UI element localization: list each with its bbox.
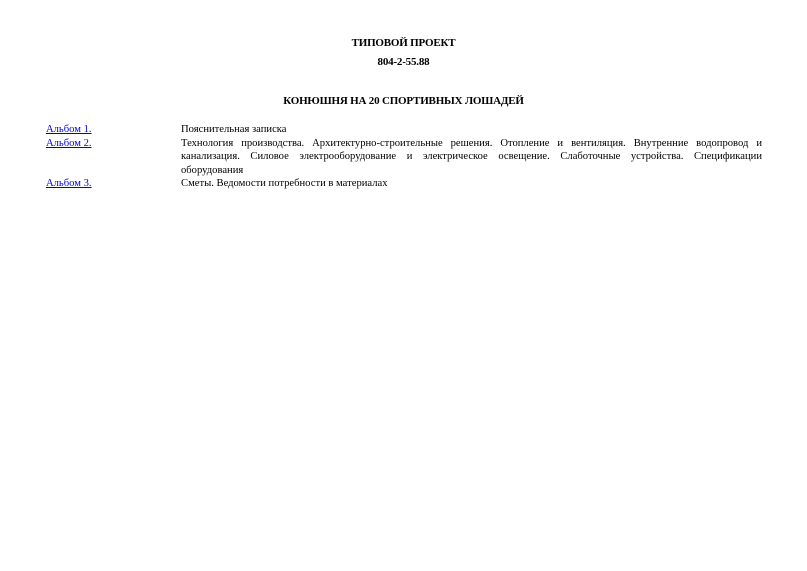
album-link-cell <box>46 177 181 191</box>
album-link-cell <box>46 137 181 178</box>
album-row-3 <box>46 177 762 191</box>
project-code: 804-2-55.88 <box>377 56 430 68</box>
album-list <box>46 123 762 191</box>
album-1-description: Пояснительная записка <box>181 124 287 135</box>
album-3-description: Сметы. Ведомости потребности в материалах <box>181 178 388 190</box>
document-title: ТИПОВОЙ ПРОЕКТ <box>351 37 456 49</box>
project-subject: КОНЮШНЯ НА 20 СПОРТИВНЫХ ЛОШАДЕЙ <box>283 95 524 107</box>
album-2-link[interactable]: Альбом 2. <box>46 137 92 149</box>
album-1-link[interactable]: Альбом 1. <box>46 124 92 135</box>
album-row-1 <box>46 123 762 137</box>
album-row-2 <box>46 137 762 178</box>
album-link-cell <box>46 123 181 137</box>
album-2-description: Технология производства. Архитектурно-строительные решения. Отопление и вентиляция. Внутренние водопровод и канализация. Силовое электрооборудование и электрическое освещение. Слаботочные устройства. Спецификации оборудования <box>181 137 762 176</box>
album-3-link[interactable]: Альбом 3. <box>46 178 92 190</box>
